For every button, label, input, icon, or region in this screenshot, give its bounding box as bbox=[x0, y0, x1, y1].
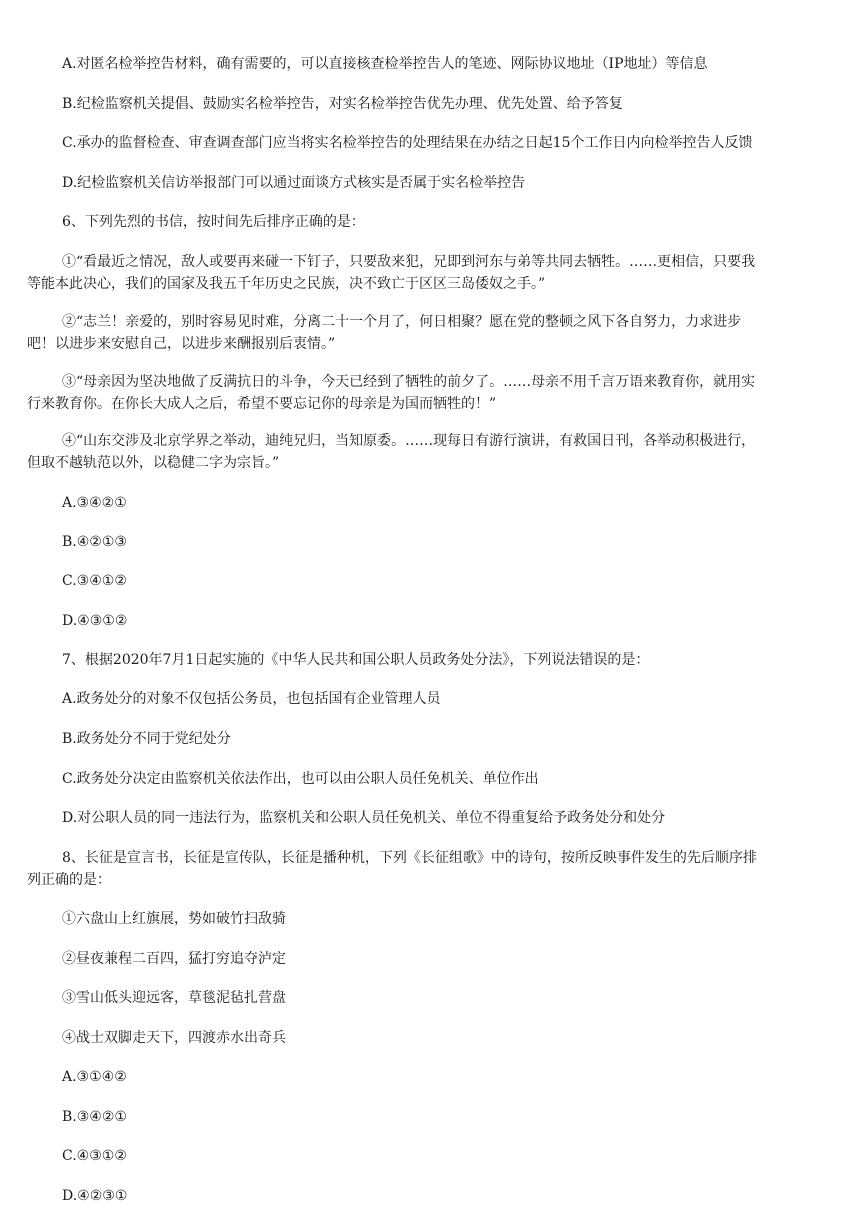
q8-option-d: D.④②③① bbox=[62, 1188, 128, 1204]
q8-option-a: A.③①④② bbox=[62, 1069, 127, 1085]
q5-option-b: B.纪检监察机关提倡、鼓励实名检举控告，对实名检举控告优先办理、优先处置、给予答复 bbox=[62, 96, 623, 112]
q6-option-b: B.④②①③ bbox=[62, 534, 127, 550]
q6-option-c: C.③④①② bbox=[62, 573, 127, 589]
q6-letter-3-line1: ③“母亲因为坚决地做了反满抗日的斗争，今天已经到了牺牲的前夕了。……母亲不用千言万语来教育你，就用实 bbox=[62, 374, 756, 390]
q8-stem-line1: 8、长征是宣言书，长征是宣传队，长征是播种机，下列《长征组歌》中的诗句，按所反映事件发生的先后顺序排 bbox=[62, 850, 757, 866]
q7-stem: 7、根据2020年7月1日起实施的《中华人民共和国公职人员政务处分法》，下列说法错误的是： bbox=[62, 652, 650, 668]
q5-option-a: A.对匿名检举控告材料，确有需要的，可以直接核查检举控告人的笔迹、网际协议地址（IP地址）等信息 bbox=[62, 56, 708, 72]
q8-stem bbox=[27, 847, 830, 891]
q8-option-c: C.④③①② bbox=[62, 1148, 127, 1164]
q6-letter-3-line2: 行来教育你。在你长大成人之后，希望不要忘记你的母亲是为国而牺牲的！” bbox=[27, 396, 497, 412]
q6-letter-4-line2: 但取不越轨范以外，以稳健二字为宗旨。” bbox=[27, 455, 280, 471]
q8-item-3: ③雪山低头迎远客，草毯泥毡扎营盘 bbox=[62, 990, 286, 1006]
q7-option-b: B.政务处分不同于党纪处分 bbox=[62, 731, 231, 747]
q5-option-c: C.承办的监督检查、审查调查部门应当将实名检举控告的处理结果在办结之日起15个工作日内向检举控告人反馈 bbox=[62, 135, 753, 151]
q5-option-d: D.纪检监察机关信访举报部门可以通过面谈方式核实是否属于实名检举控告 bbox=[62, 175, 526, 191]
q6-letter-1-line2: 等能本此决心，我们的国家及我五千年历史之民族，决不致亡于区区三岛倭奴之手。” bbox=[27, 276, 546, 292]
q8-item-1: ①六盘山上红旗展，势如破竹扫敌骑 bbox=[62, 911, 286, 927]
q6-letter-4 bbox=[27, 430, 830, 474]
q8-item-2: ②昼夜兼程二百四，猛打穷追夺泸定 bbox=[62, 951, 286, 967]
q6-option-a: A.③④②① bbox=[62, 495, 127, 511]
q6-letter-2 bbox=[27, 311, 830, 355]
q6-letter-2-line1: ②“志兰！亲爱的，别时容易见时难，分离二十一个月了，何日相聚？愿在党的整顿之风下各自努力，力求进步 bbox=[62, 314, 742, 330]
q7-option-a: A.政务处分的对象不仅包括公务员，也包括国有企业管理人员 bbox=[62, 691, 441, 707]
q6-letter-4-line1: ④“山东交涉及北京学界之举动，迪纯兄归，当知原委。……现每日有游行演讲，有救国日刊，各举动积极进行， bbox=[62, 433, 756, 449]
q6-letter-3 bbox=[27, 371, 830, 415]
q8-item-4: ④战士双脚走天下，四渡赤水出奇兵 bbox=[62, 1030, 286, 1046]
q8-option-b: B.③④②① bbox=[62, 1109, 127, 1125]
q6-stem: 6、下列先烈的书信，按时间先后排序正确的是： bbox=[62, 214, 365, 230]
q7-option-c: C.政务处分决定由监察机关依法作出，也可以由公职人员任免机关、单位作出 bbox=[62, 771, 539, 787]
q6-letter-1 bbox=[27, 251, 830, 295]
q6-letter-1-line1: ①“看最近之情况，敌人或要再来碰一下钉子，只要敌来犯，兄即到河东与弟等共同去牺牲。……更相信，只要我 bbox=[62, 254, 756, 270]
q6-letter-2-line2: 吧！以进步来安慰自己，以进步来酬报别后衷情。” bbox=[27, 336, 336, 352]
q8-stem-line2: 列正确的是： bbox=[27, 872, 111, 888]
q6-option-d: D.④③①② bbox=[62, 613, 128, 629]
q7-option-d: D.对公职人员的同一违法行为，监察机关和公职人员任免机关、单位不得重复给予政务处分和处分 bbox=[62, 810, 666, 826]
